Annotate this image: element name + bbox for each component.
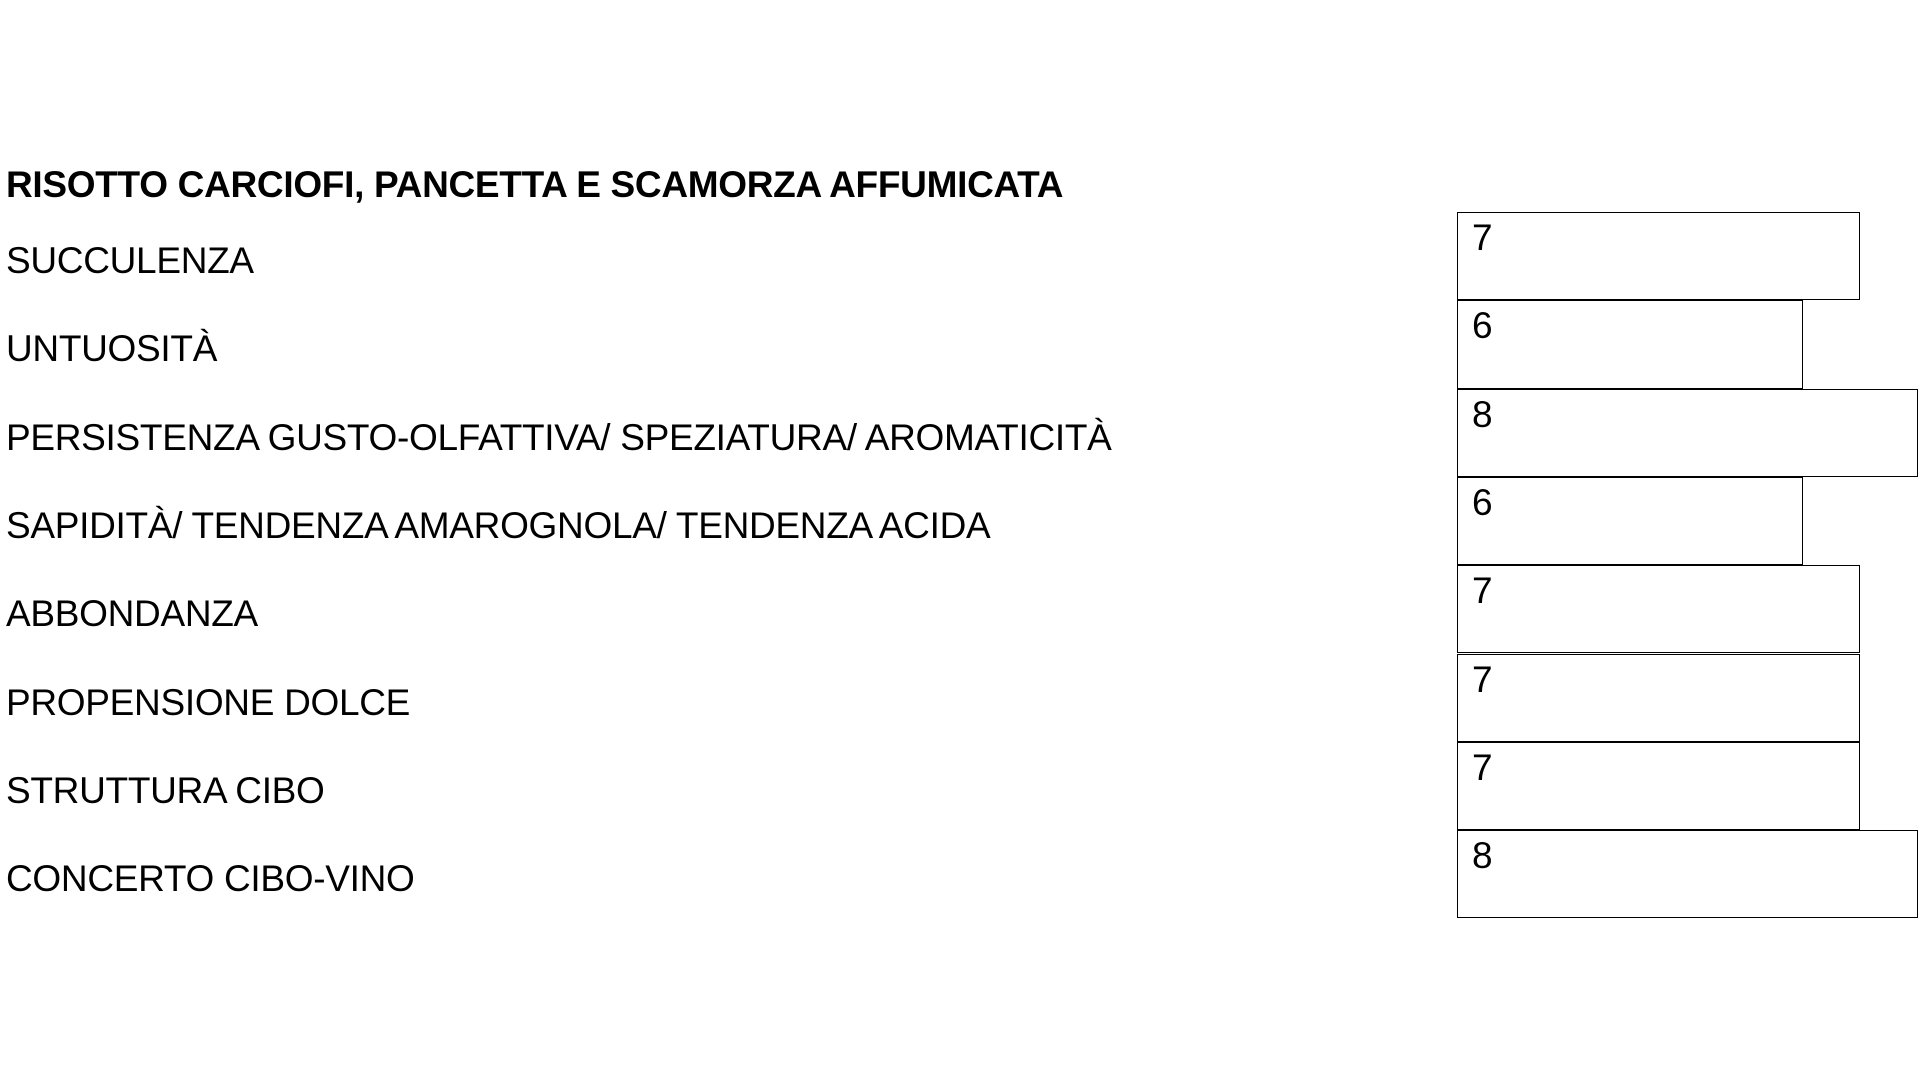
bar-value-label: 6 <box>1472 305 1493 347</box>
bar-value-label: 6 <box>1472 481 1493 523</box>
bar-value-label: 7 <box>1472 746 1493 788</box>
category-label: PROPENSIONE DOLCE <box>6 681 411 723</box>
bar <box>1457 300 1803 388</box>
bar <box>1457 389 1918 477</box>
category-label: SUCCULENZA <box>6 240 254 281</box>
bar-value-label: 7 <box>1472 658 1493 700</box>
category-label: UNTUOSITÀ <box>6 328 218 370</box>
category-label: PERSISTENZA GUSTO-OLFATTIVA/ SPEZIATURA/ AROMATICITÀ <box>6 416 1112 458</box>
bar <box>1457 742 1860 830</box>
bar-value-label: 7 <box>1472 217 1493 258</box>
bar <box>1457 654 1860 742</box>
category-label: CONCERTO CIBO-VINO <box>6 858 415 900</box>
bar-value-label: 8 <box>1472 835 1493 877</box>
chart-title: RISOTTO CARCIOFI, PANCETTA E SCAMORZA AFFUMICATA <box>6 164 1064 205</box>
bar <box>1457 212 1860 300</box>
bar <box>1457 830 1918 918</box>
category-label: STRUTTURA CIBO <box>6 769 325 811</box>
bar <box>1457 477 1803 565</box>
category-label: SAPIDITÀ/ TENDENZA AMAROGNOLA/ TENDENZA ACIDA <box>6 504 991 546</box>
bar-value-label: 7 <box>1472 570 1493 612</box>
bar <box>1457 565 1860 653</box>
category-label: ABBONDANZA <box>6 593 258 635</box>
bar-value-label: 8 <box>1472 393 1493 435</box>
